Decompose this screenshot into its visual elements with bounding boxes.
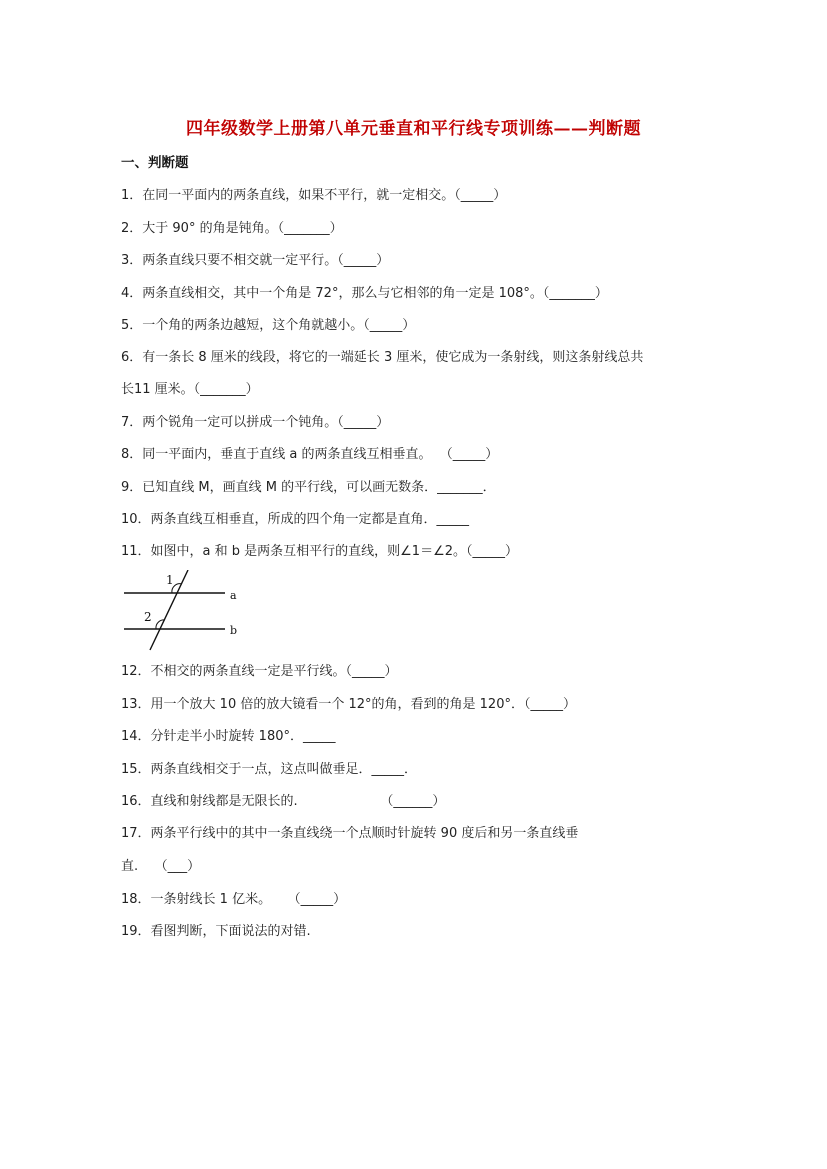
question-2: 2．大于 90° 的角是钝角。（_______） xyxy=(121,221,343,236)
line-b-label: b xyxy=(230,624,238,637)
question-14: 14．分针走半小时旋转 180°．_____ xyxy=(121,729,336,744)
angle-2-label: 2 xyxy=(144,610,152,624)
line-a-label: a xyxy=(230,589,237,602)
section-heading: 一、判断题 xyxy=(121,155,189,171)
question-16: 16．直线和射线都是无限长的. （______） xyxy=(121,794,446,809)
question-7: 7．两个锐角一定可以拼成一个钝角。（_____） xyxy=(121,415,390,430)
question-9: 9．已知直线 M，画直线 M 的平行线，可以画无数条．_______． xyxy=(121,480,496,495)
page-title: 四年级数学上册第八单元垂直和平行线专项训练——判断题 xyxy=(186,119,641,139)
question-6-line-1: 6．有一条长 8 厘米的线段，将它的一端延长 3 厘米，使它成为一条射线，则这条射线总共 xyxy=(121,350,644,365)
parallel-lines-figure xyxy=(120,570,245,652)
question-17-line-1: 17．两条平行线中的其中一条直线绕一个点顺时针旋转 90 度后和另一条直线垂 xyxy=(121,826,579,841)
question-1: 1．在同一平面内的两条直线，如果不平行，就一定相交。（_____） xyxy=(121,188,507,203)
question-6-line-2: 长11 厘米。（_______） xyxy=(121,382,259,397)
question-11: 11．如图中，a 和 b 是两条互相平行的直线，则∠1＝∠2。（_____） xyxy=(121,544,519,559)
angle-1-label: 1 xyxy=(166,573,174,587)
question-5: 5．一个角的两条边越短，这个角就越小。（_____） xyxy=(121,318,416,333)
question-17-line-2: 直. （___） xyxy=(121,859,201,874)
question-8: 8．同一平面内，垂直于直线 a 的两条直线互相垂直。 （_____） xyxy=(121,447,499,462)
question-12: 12．不相交的两条直线一定是平行线。（_____） xyxy=(121,664,398,679)
question-15: 15．两条直线相交于一点，这点叫做垂足．_____． xyxy=(121,762,418,777)
question-3: 3．两条直线只要不相交就一定平行。（_____） xyxy=(121,253,390,268)
question-13: 13．用一个放大 10 倍的放大镜看一个 12°的角，看到的角是 120°．（_____） xyxy=(121,697,576,712)
question-4: 4．两条直线相交，其中一个角是 72°，那么与它相邻的角一定是 108°。（_______） xyxy=(121,286,608,301)
question-18: 18．一条射线长 1 亿米。 （_____） xyxy=(121,892,347,907)
question-19: 19．看图判断，下面说法的对错. xyxy=(121,924,311,939)
question-10: 10．两条直线互相垂直，所成的四个角一定都是直角．_____ xyxy=(121,512,470,527)
